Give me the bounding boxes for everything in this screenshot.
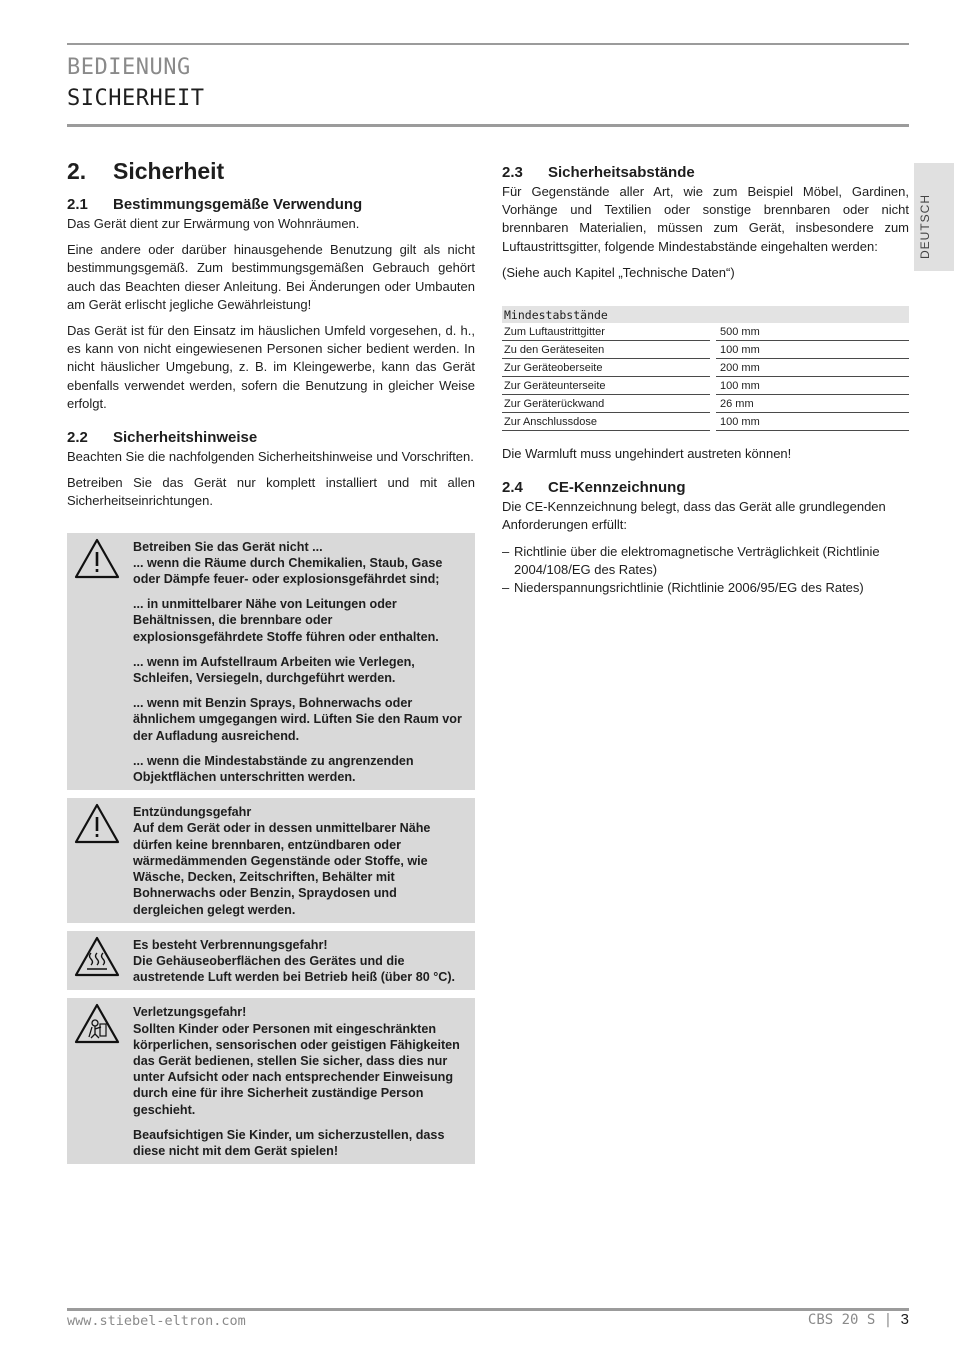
- list-item: – Richtlinie über die elektromagnetische Verträglichkeit (Richtlinie 2004/108/EG des Rates): [502, 543, 909, 579]
- header-bottom-rule: [67, 124, 909, 127]
- table-cell-value: 26 mm: [716, 395, 909, 413]
- language-tab-label: DEUTSCH: [918, 193, 932, 259]
- table-row: [502, 377, 909, 395]
- footer-model: CBS 20 S: [807, 1312, 876, 1328]
- warning-text: ... in unmittelbarer Nähe von Leitungen oder Behältnissen, die brennbare oder explosionsgefährdete Stoffe führen oder enthalten.: [133, 597, 439, 644]
- subsection-title: CE-Kennzeichnung: [548, 479, 686, 497]
- paragraph: (Siehe auch Kapitel „Technische Daten“): [502, 264, 735, 280]
- subsection-heading-2-3: [502, 163, 909, 183]
- table-cell-value: 100 mm: [716, 377, 909, 395]
- paragraph: Die Warmluft muss ungehindert austreten können!: [502, 446, 792, 462]
- warning-box-ignition: [67, 798, 475, 922]
- subsection-number: 2.3: [502, 164, 523, 181]
- footer-model-page: [808, 1311, 909, 1328]
- section-number: 2.: [67, 158, 87, 184]
- warning-text: Es besteht Verbrennungsgefahr! Die Gehäuseoberflächen des Gerätes und die austretende Luft werden bei Betrieb heiß (über 80 °C).: [133, 937, 456, 985]
- paragraph: Beachten Sie die nachfolgenden Sicherheitshinweise und Vorschriften.: [67, 449, 474, 465]
- subsection-number: 2.4: [502, 479, 523, 497]
- table-cell-value: 200 mm: [716, 359, 909, 377]
- table-row: [502, 413, 909, 431]
- paragraph: Für Gegenstände aller Art, wie zum Beispiel Möbel, Gardinen, Vorhänge und Textilien oder sonstige brennbaren oder nicht brennbaren Materialien, müssen zum Gerät, insbesondere zum Luftaustrittsgitter, folgende Mindestabstände eingehalten werden:: [502, 184, 909, 254]
- table-cell-value: 500 mm: [716, 323, 909, 341]
- subsection-heading-2-1: [67, 195, 475, 215]
- subsection-number: 2.2: [67, 429, 88, 447]
- table-row: [502, 359, 909, 377]
- paragraph: Das Gerät dient zur Erwärmung von Wohnräumen.: [67, 216, 360, 231]
- table-cell-label: Zur Geräteunterseite: [502, 377, 710, 395]
- paragraph: Eine andere oder darüber hinausgehende Benutzung gilt als nicht bestimmungsgemäß. Zum bestimmungsgemäßen Gebrauch gehört auch das Beachten dieser Anleitung. Bei Änderungen oder Umbauten am Gerät erlischt jegliche Gewährleistung!: [67, 242, 475, 312]
- subsection-heading-2-4: [502, 478, 909, 498]
- header-chapter: BEDIENUNG: [67, 55, 191, 80]
- table-row: [502, 341, 909, 359]
- right-column: [502, 163, 909, 597]
- table-cell-value: 100 mm: [716, 413, 909, 431]
- paragraph: Betreiben Sie das Gerät nur komplett installiert und mit allen Sicherheitseinrichtungen.: [67, 475, 475, 509]
- warning-text: ... wenn im Aufstellraum Arbeiten wie Verlegen, Schleifen, Versiegeln, durchgeführt werden.: [133, 654, 415, 686]
- warning-text: Beaufsichtigen Sie Kinder, um sicherzustellen, dass diese nicht mit dem Gerät spielen!: [133, 1127, 445, 1158]
- warning-box-operation: [67, 533, 475, 791]
- warning-triangle-icon: [73, 537, 121, 581]
- table-cell-value: 100 mm: [716, 341, 909, 359]
- list-item: – Niederspannungsrichtlinie (Richtlinie 2006/95/EG des Rates): [502, 579, 909, 597]
- header-top-rule: [67, 43, 909, 45]
- table-row: [502, 395, 909, 413]
- subsection-number: 2.1: [67, 196, 88, 213]
- warning-text: ... wenn mit Benzin Sprays, Bohnerwachs oder ähnlichem umgegangen wird. Lüften Sie den Raum vor der Aufladung ausreichend.: [133, 696, 462, 743]
- directive-list: [502, 543, 909, 598]
- subsection-title: Bestimmungsgemäße Verwendung: [113, 196, 363, 213]
- hot-surface-icon: [73, 935, 121, 979]
- subsection-title: Sicherheitsabstände: [548, 164, 695, 181]
- left-column: [67, 158, 475, 1164]
- page-number: 3: [900, 1311, 909, 1328]
- section-title: Sicherheit: [113, 158, 225, 184]
- table-cell-label: Zur Geräteoberseite: [502, 359, 710, 377]
- table-cell-label: Zum Luftaustrittgitter: [502, 323, 710, 341]
- warning-text: Verletzungsgefahr! Sollten Kinder oder Personen mit eingeschränkten körperlichen, sensorischen oder geistigen Fähigkeiten das Gerät bedienen, stellen Sie sicher, dass dies nur unter Aufsicht oder nach entsprechender Einweisung durch eine für ihre Sicherheit zuständige Person geschieht.: [133, 1005, 460, 1117]
- table-header: Mindestabstände: [502, 306, 909, 323]
- warning-text: Entzündungsgefahr Auf dem Gerät oder in dessen unmittelbarer Nähe dürfen keine brennbaren, entzündbaren oder wärmedämmenden Gegenstände oder Stoffe, wie Wäsche, Decken, Zeitschriften, Behälter mit Bohnerwachs oder Benzin, Spraydosen und dergleichen gelegt werden.: [133, 805, 431, 917]
- subsection-heading-2-2: [67, 428, 475, 448]
- warning-text: Betreiben Sie das Gerät nicht ... ... wenn die Räume durch Chemikalien, Staub, Gase oder Dämpfe feuer- oder explosionsgefährdet sind;: [133, 539, 443, 587]
- warning-triangle-icon: [73, 802, 121, 846]
- table-cell-label: Zur Geräterückwand: [502, 395, 710, 413]
- warning-box-burn: [67, 931, 475, 991]
- warning-text: ... wenn die Mindestabstände zu angrenzenden Objektflächen unterschritten werden.: [133, 753, 414, 785]
- paragraph: Die CE-Kennzeichnung belegt, dass das Gerät alle grundlegenden Anforderungen erfüllt:: [502, 499, 886, 533]
- footer-url: www.stiebel-eltron.com: [67, 1313, 246, 1329]
- footer-separator: |: [883, 1312, 893, 1328]
- section-heading: [67, 158, 475, 185]
- language-tab: [914, 163, 954, 271]
- warning-box-injury: [67, 998, 475, 1164]
- child-danger-icon: [73, 1002, 121, 1046]
- clearance-table: [502, 306, 909, 431]
- table-cell-label: Zur Anschlussdose: [502, 413, 710, 431]
- header-section: SICHERHEIT: [67, 86, 205, 111]
- footer-rule: [67, 1308, 909, 1311]
- table-cell-label: Zu den Geräteseiten: [502, 341, 710, 359]
- table-row: [502, 323, 909, 341]
- subsection-title: Sicherheitshinweise: [113, 429, 258, 447]
- paragraph: Das Gerät ist für den Einsatz im häuslichen Umfeld vorgesehen, d. h., es kann von nicht eingewiesenen Personen sicher bedient werden. In nicht häuslicher Umgebung, z. B. im Kleingewerbe, kann das Gerät ebenfalls verwendet werden, sofern die Benutzung in gleicher Weise erfolgt.: [67, 323, 475, 411]
